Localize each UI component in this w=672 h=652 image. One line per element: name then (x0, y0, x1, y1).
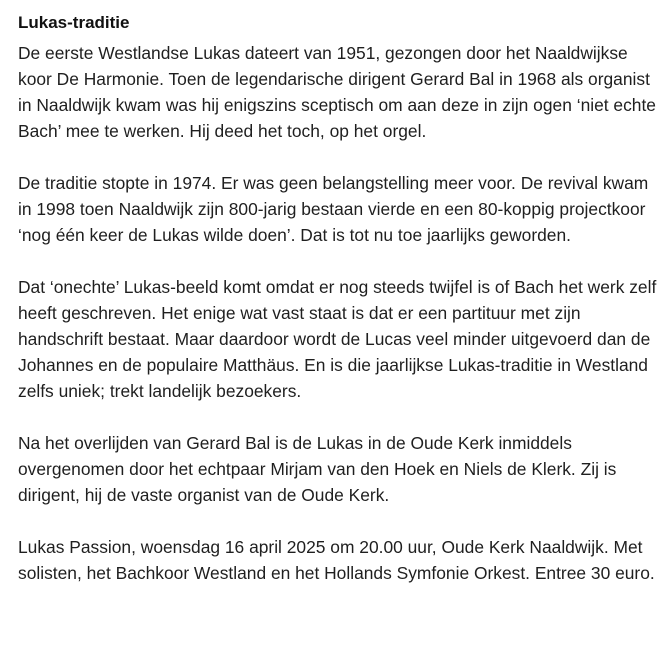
article-paragraph-revival: De traditie stopte in 1974. Er was geen belangstelling meer voor. De revival kwam in 1998 toen Naaldwijk zijn 800-jarig bestaan vierde en een 80-koppig projectkoor ‘nog één keer de Lukas wilde doen’. Dat is tot nu toe jaarlijks geworden. (18, 173, 649, 245)
article-paragraph-authenticity: Dat ‘onechte’ Lukas-beeld komt omdat er nog steeds twijfel is of Bach het werk zelf heeft geschreven. Het enige wat vast staat is dat er een partituur met zijn handschrift bestaat. Maar daardoor wordt de Lucas veel minder uitgevoerd dan de Johannes en de populaire Matthäus. En is die jaarlijkse Lukas-traditie in Westland zelfs uniek; trekt landelijk bezoekers. (18, 277, 657, 401)
article-title: Lukas-traditie (18, 13, 130, 32)
article-paragraph-event-info: Lukas Passion, woensdag 16 april 2025 om 20.00 uur, Oude Kerk Naaldwijk. Met solisten, het Bachkoor Westland en het Hollands Symfonie Orkest. Entree 30 euro. (18, 537, 655, 583)
article-paragraph-origin: De eerste Westlandse Lukas dateert van 1951, gezongen door het Naaldwijkse koor De Harmonie. Toen de legendarische dirigent Gerard Bal in 1968 als organist in Naaldwijk kwam was hij enigszins sceptisch om aan deze in zijn ogen ‘niet echte Bach’ mee te werken. Hij deed het toch, op het orgel. (18, 43, 656, 141)
article-paragraph-succession: Na het overlijden van Gerard Bal is de Lukas in de Oude Kerk inmiddels overgenomen door het echtpaar Mirjam van den Hoek en Niels de Klerk. Zij is dirigent, hij de vaste organist van de Oude Kerk. (18, 433, 617, 505)
